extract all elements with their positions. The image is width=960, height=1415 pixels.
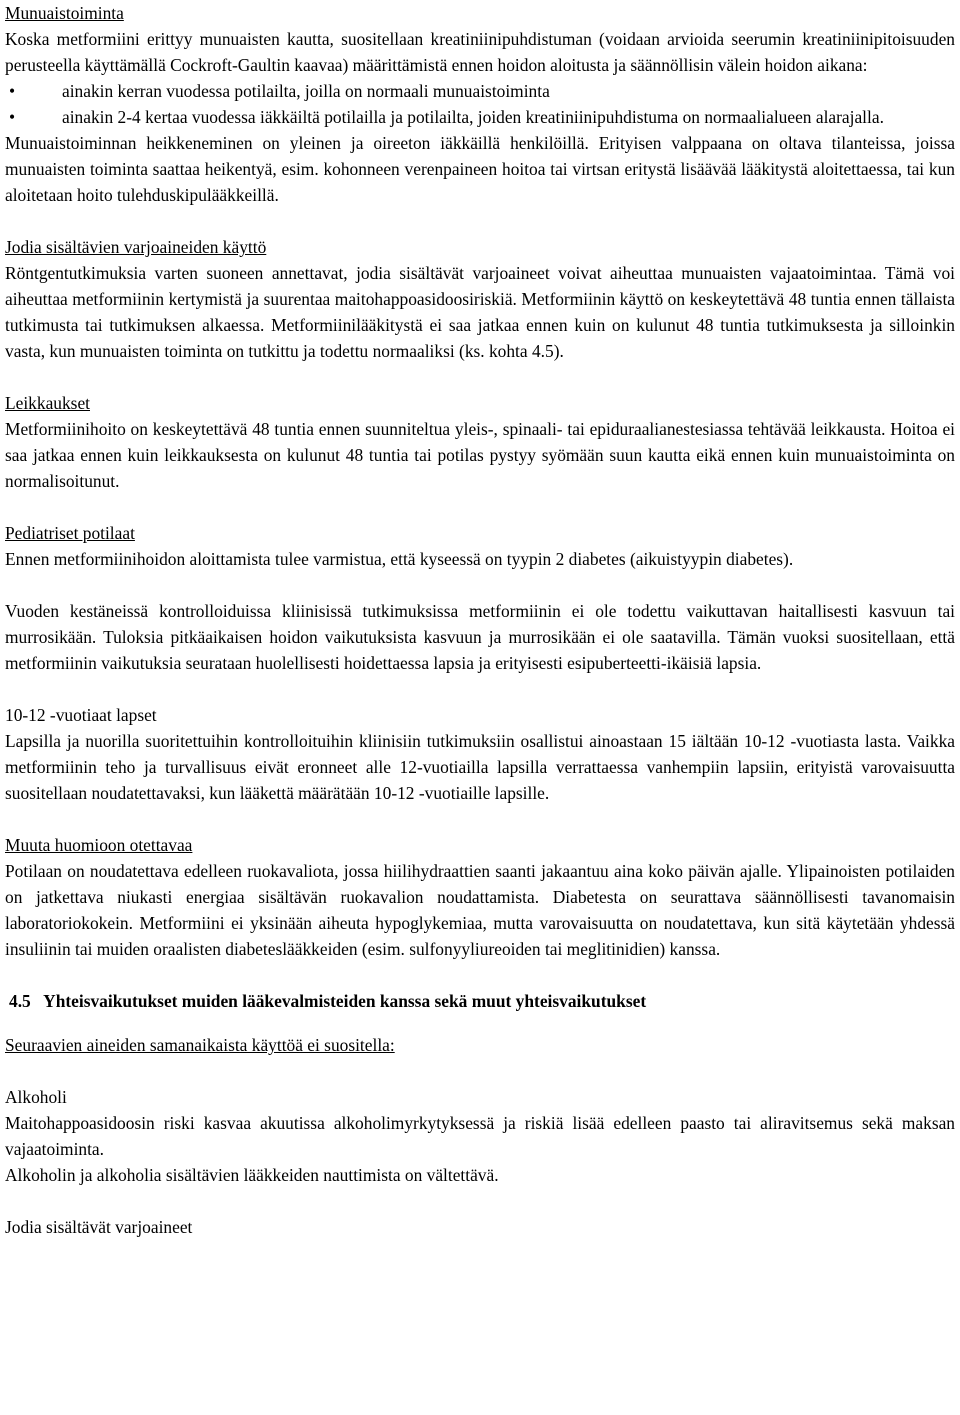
munuaistoiminta-body: Munuaistoiminnan heikkeneminen on yleinen ja oireeton iäkkäillä henkilöillä. Erityisen valppaana on oltava tilanteissa, joissa munuaisten toiminta saattaa heikentyä, esim. kohonneen verenpaineen hoitoa tai virtsan eritystä lisäävää lääkitystä aloitettaessa, tai kun aloitetaan hoito tulehduskipulääkkeillä. [5, 133, 955, 205]
bullet-dot-icon: • [9, 81, 16, 101]
list-item-text: ainakin 2-4 kertaa vuodessa iäkkäiltä potilailla ja potilailta, joiden kreatiniinipuhdistuma on normaalialueen alarajalla. [62, 107, 884, 127]
list-item-text: ainakin kerran vuodessa potilailta, joilla on normaali munuaistoiminta [62, 81, 550, 101]
varjoaineet-body: Röntgentutkimuksia varten suoneen annettavat, jodia sisältävät varjoaineet voivat aiheuttaa munuaisten vajaatoimintaa. Tämä voi aiheuttaa metformiinin kertymistä ja suurentaa maitohappoasidoosiriskiä. Metformiinin käyttö on keskeytettävä 48 tuntia ennen tällaista tutkimusta tai tutkimuksen alkaessa. Metformiinilääkitystä ei saa jatkaa ennen kuin on kulunut 48 tuntia tutkimuksesta ja silloinkin vasta, kun munuaisten toiminta on tutkittu ja todettu normaaliksi (ks. kohta 4.5). [5, 263, 955, 361]
muuta-heading: Muuta huomioon otettavaa [5, 835, 193, 855]
list-item [5, 78, 955, 104]
leikkaukset-body: Metformiinihoito on keskeytettävä 48 tuntia ennen suunniteltua yleis-, spinaali- tai epiduraalianestesiassa tehtävää leikkausta. Hoitoa ei saa jatkaa ennen kuin leikkauksesta on kulunut 48 tuntia tai potilas pystyy syömään suun kautta eikä ennen kuin munuaistoiminta on normalisoitunut. [5, 419, 955, 491]
leikkaukset-heading: Leikkaukset [5, 393, 90, 413]
munuaistoiminta-heading: Munuaistoiminta [5, 3, 124, 23]
muuta-body: Potilaan on noudatettava edelleen ruokavaliota, jossa hiilihydraattien saanti jakaantuu aina koko päivän ajalle. Ylipainoisten potilaiden on jatkettava niukasti energiaa sisältävän ruokavalion noudattamista. Diabetesta on seurattava säännöllisesti tavanomaisin laboratoriokokein. Metformiini ei yksinään aiheuta hypoglykemiaa, mutta varovaisuutta on noudatettava, kun sitä käytetään yhdessä insuliinin tai muiden oraalisten diabeteslääkkeiden (esim. sulfonyyliureoiden tai meglitinidien) kanssa. [5, 861, 955, 959]
section-4-5-heading: 4.5 Yhteisvaikutukset muiden lääkevalmisteiden kanssa sekä muut yhteisvaikutukset [9, 991, 647, 1011]
jodia-heading: Jodia sisältävät varjoaineet [5, 1217, 193, 1237]
monitoring-list [5, 78, 955, 130]
lapset-body: Lapsilla ja nuorilla suoritettuihin kontrolloituihin kliinisiin tutkimuksiin osallistui ainoastaan 15 iältään 10-12 -vuotiasta lasta. Vaikka metformiinin teho ja turvallisuus eivät eronneet alle 12-vuotiailla lapsilla verrattaessa vanhempiin lapsiin, erityistä varovaisuutta suositellaan noudatettavaksi, kun lääkettä määrätään 10-12 -vuotiaille lapsille. [5, 731, 955, 803]
alkoholi-heading: Alkoholi [5, 1087, 67, 1107]
lapset-heading: 10-12 -vuotiaat lapset [5, 705, 157, 725]
alkoholi-body-2: Alkoholin ja alkoholia sisältävien lääkkeiden nauttimista on vältettävä. [5, 1165, 499, 1185]
alkoholi-body-1: Maitohappoasidoosin riski kasvaa akuutissa alkoholimyrkytyksessä ja riskiä lisää edelleen paasto tai aliravitsemus sekä maksan vajaatoiminta. [5, 1113, 955, 1159]
document-page [5, 0, 955, 1240]
varjoaineet-heading: Jodia sisältävien varjoaineiden käyttö [5, 237, 267, 257]
section-4-5-subheading: Seuraavien aineiden samanaikaista käyttöä ei suositella: [5, 1035, 395, 1055]
pediatriset-heading: Pediatriset potilaat [5, 523, 135, 543]
list-item [5, 104, 955, 130]
pediatriset-body-1: Ennen metformiinihoidon aloittamista tulee varmistua, että kyseessä on tyypin 2 diabetes (aikuistyypin diabetes). [5, 549, 794, 569]
pediatriset-body-2: Vuoden kestäneissä kontrolloiduissa kliinisissä tutkimuksissa metformiinin ei ole todettu vaikuttavan haitallisesti kasvuun tai murrosikään. Tuloksia pitkäaikaisen hoidon vaikutuksista kasvuun ja murrosikään ei ole saatavilla. Tämän vuoksi suositellaan, että metformiinin vaikutuksia seurataan huolellisesti hoidettaessa lapsia ja erityisesti esipuberteetti-ikäisiä lapsia. [5, 601, 955, 673]
bullet-dot-icon: • [9, 107, 16, 127]
munuaistoiminta-intro: Koska metformiini erittyy munuaisten kautta, suositellaan kreatiniinipuhdistuman (voidaan arvioida seerumin kreatiniinipitoisuuden perusteella käyttämällä Cockroft-Gaultin kaavaa) määrittämistä ennen hoidon aloitusta ja säännöllisin välein hoidon aikana: [5, 29, 955, 75]
